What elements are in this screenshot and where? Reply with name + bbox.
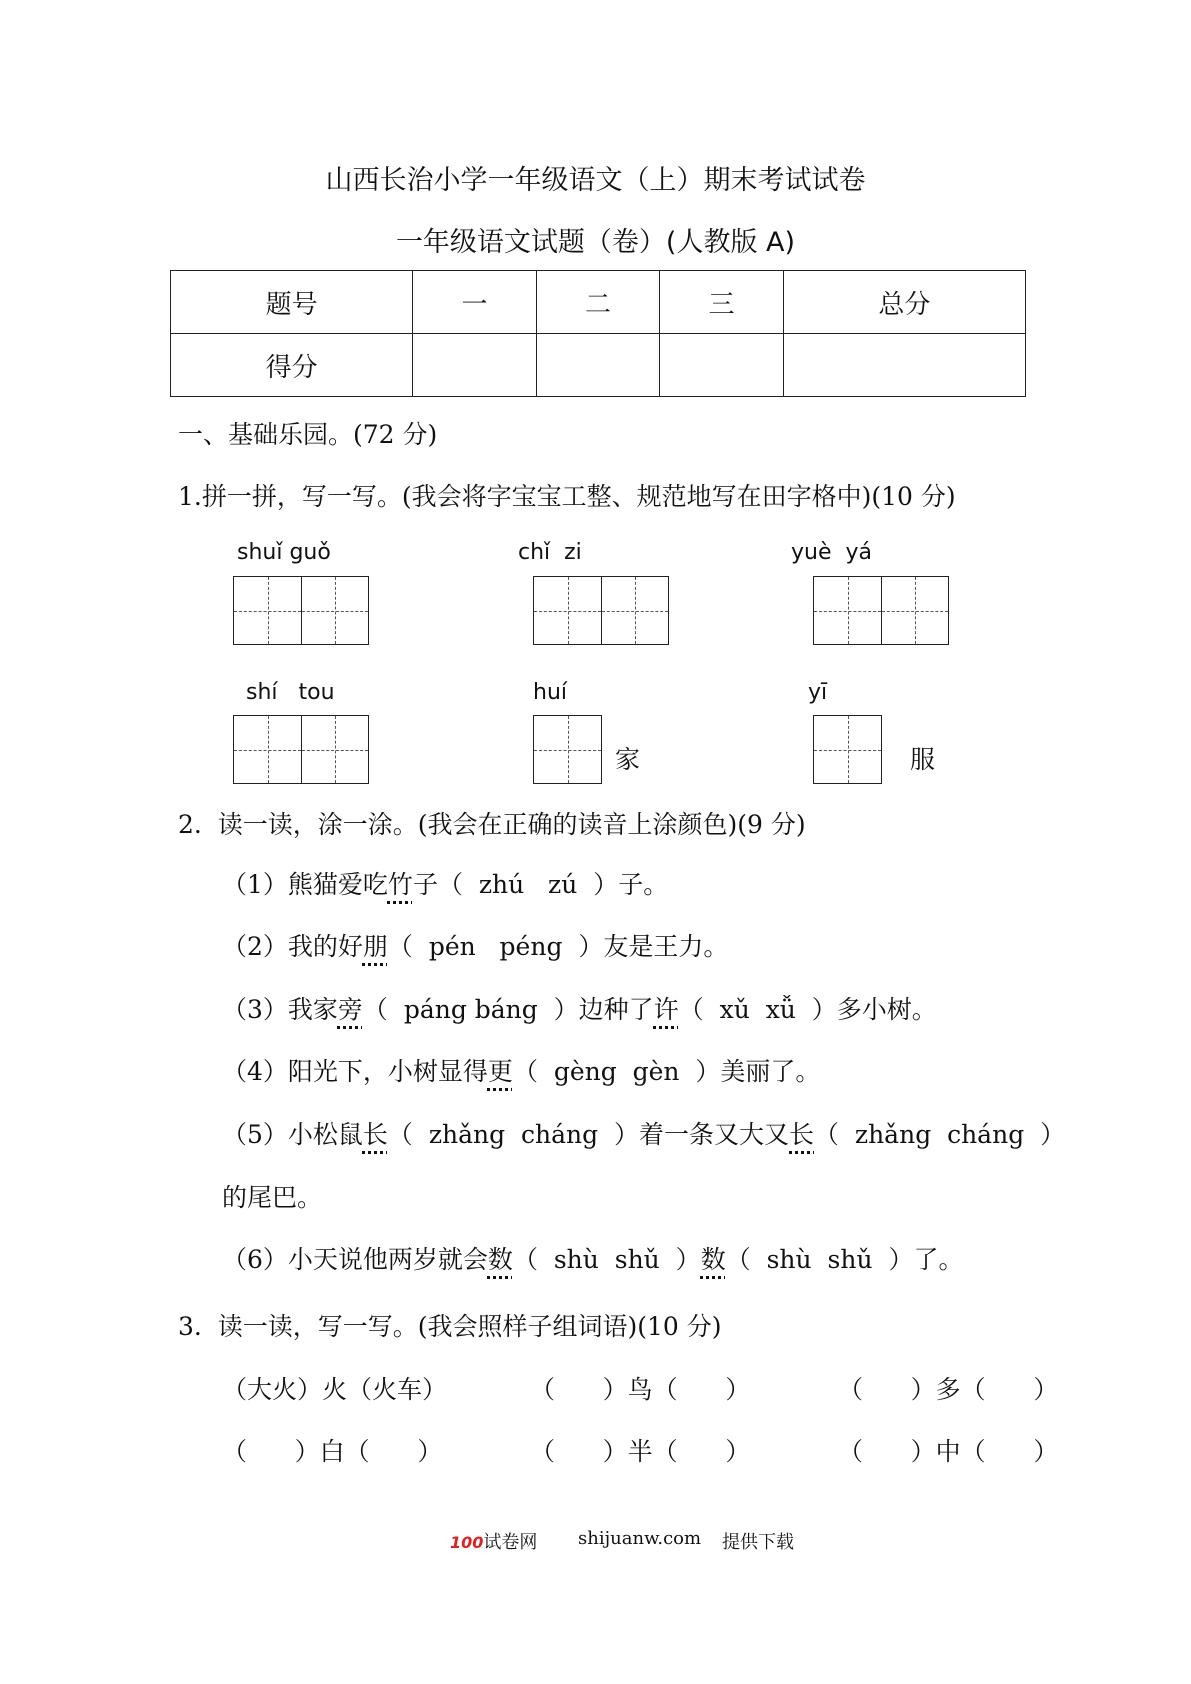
line-text: （6）小天说他两岁就会 [222,1245,488,1274]
footer-url[interactable]: shijuanw.com [578,1528,702,1549]
line-text: （4）阳光下，小树显得 [222,1057,488,1086]
footer-site-name: 试卷网 [483,1532,538,1553]
word-blank[interactable]: （ ）多（ ） [838,1375,1059,1404]
page-subtitle: 一年级语文试题（卷）(人教版 A) [395,227,796,258]
score-input-cell[interactable] [660,334,783,397]
writing-grid[interactable] [233,715,369,784]
dotted-character: 更 [487,1057,513,1086]
writing-grid[interactable] [533,576,669,645]
character-suffix: 家 [615,745,641,774]
pinyin-options[interactable]: （ shù shǔ ）了。 [725,1245,964,1274]
score-table-cell: 一 [413,271,536,334]
question-1-text: 1.拼一拼，写一写。(我会将字宝宝工整、规范地写在田字格中)(10 分) [178,482,956,511]
writing-grid[interactable] [813,576,949,645]
question-2-text: 2. 读一读，涂一涂。(我会在正确的读音上涂颜色)(9 分) [178,810,806,839]
reading-line [222,990,937,1026]
reading-line [222,927,728,963]
pinyin-options[interactable]: （ zhǎng cháng ）着一条又大又 [387,1120,789,1149]
tianzige-cell[interactable] [814,716,881,783]
score-table-header-row [171,271,1026,334]
dotted-character: 长 [362,1120,388,1149]
section-heading: 一、基础乐园。(72 分) [178,420,438,449]
reading-line: 的尾巴。 [222,1183,323,1212]
pinyin-label: yī [808,680,828,705]
footer-note: 提供下载 [722,1532,794,1553]
tianzige-cell[interactable] [301,577,368,644]
dotted-character: 竹 [387,870,413,899]
reading-line [222,1115,1065,1151]
footer [450,1528,537,1554]
word-blank[interactable]: （ ）半（ ） [530,1437,751,1466]
question-3-text: 3. 读一读，写一写。(我会照样子组词语)(10 分) [178,1312,722,1341]
tianzige-cell[interactable] [881,577,948,644]
score-table-cell: 二 [536,271,659,334]
tianzige-cell[interactable] [234,716,301,783]
score-table-cell: 三 [660,271,783,334]
tianzige-cell[interactable] [301,716,368,783]
line-text: （5）小松鼠 [222,1120,363,1149]
dotted-character: 朋 [362,932,388,961]
word-blank[interactable]: （ ）中（ ） [838,1437,1059,1466]
pinyin-options[interactable]: （ pén péng ）友是王力。 [387,932,729,961]
pinyin-label: huí [533,680,567,705]
pinyin-options[interactable]: （ zhǎng cháng ） [814,1120,1066,1149]
tianzige-cell[interactable] [601,577,668,644]
writing-grid[interactable] [813,715,882,784]
line-text: （1）熊猫爱吃 [222,870,388,899]
dotted-character: 数 [700,1245,726,1274]
reading-line [222,1240,963,1276]
pinyin-options[interactable]: 子（ zhú zú ）子。 [412,870,669,899]
pinyin-label: yuè yá [791,540,872,565]
pinyin-label: chǐ zi [518,540,582,565]
line-text: （3）我家 [222,995,338,1024]
page-title: 山西长治小学一年级语文（上）期末考试试卷 [325,165,866,196]
reading-line [222,865,668,901]
dotted-character: 旁 [337,995,363,1024]
tianzige-cell[interactable] [534,577,601,644]
score-table [170,270,1026,397]
score-table-cell: 总分 [783,271,1025,334]
score-input-cell[interactable] [783,334,1025,397]
score-input-cell[interactable] [536,334,659,397]
writing-grid[interactable] [233,576,369,645]
pinyin-label: shuǐ guǒ [237,540,331,565]
pinyin-options[interactable]: （ xǔ xǚ ）多小树。 [678,995,937,1024]
word-blank: （大火）火（火车） [222,1375,448,1404]
score-input-cell[interactable] [413,334,536,397]
character-suffix: 服 [910,745,936,774]
pinyin-label: shí tou [246,680,335,705]
dotted-character: 长 [789,1120,815,1149]
score-table-cell: 题号 [171,271,413,334]
word-blank[interactable]: （ ）白（ ） [222,1437,443,1466]
dotted-character: 数 [487,1245,513,1274]
tianzige-cell[interactable] [814,577,881,644]
score-table-score-row [171,334,1026,397]
tianzige-cell[interactable] [534,716,601,783]
score-table-cell: 得分 [171,334,413,397]
writing-grid[interactable] [533,715,602,784]
site-logo-icon: 100 [450,1533,484,1552]
reading-line [222,1052,820,1088]
line-text: （2）我的好 [222,932,363,961]
pinyin-options[interactable]: （ shù shǔ ） [512,1245,701,1274]
tianzige-cell[interactable] [234,577,301,644]
dotted-character: 许 [653,995,679,1024]
word-blank[interactable]: （ ）鸟（ ） [530,1375,751,1404]
pinyin-options[interactable]: （ gèng gèn ）美丽了。 [512,1057,821,1086]
pinyin-options[interactable]: （ páng báng ）边种了 [362,995,654,1024]
